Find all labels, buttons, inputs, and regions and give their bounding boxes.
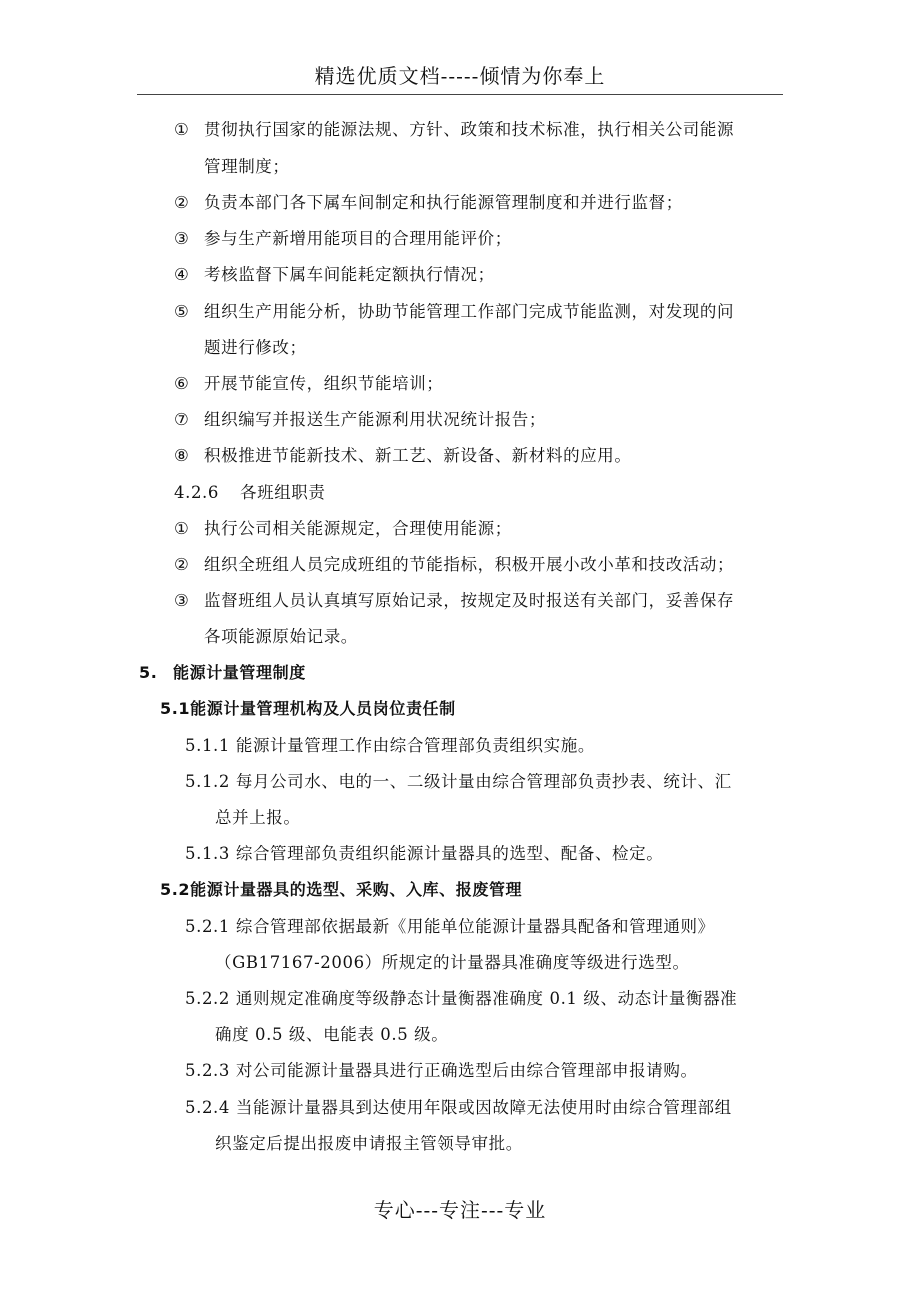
- list-item-text: 组织编写并报送生产能源利用状况统计报告；: [204, 410, 546, 429]
- list-item-text: 积极推进节能新技术、新工艺、新设备、新材料的应用。: [204, 446, 632, 465]
- list-item-number: ⑦: [174, 410, 190, 429]
- list-item-text: 组织生产用能分析，协助节能管理工作部门完成节能监测，对发现的问: [204, 302, 735, 321]
- clause-text: 每月公司水、电的一、二级计量由综合管理部负责抄表、统计、汇: [235, 772, 732, 791]
- list-item-continuation: 管理制度；: [204, 157, 290, 176]
- clause-item: [185, 734, 595, 758]
- list-item-text: 开展节能宣传，组织节能培训；: [204, 374, 444, 393]
- header-divider: [137, 94, 783, 95]
- list-item-text: 贯彻执行国家的能源法规、方针、政策和技术标准，执行相关公司能源: [204, 120, 735, 139]
- list-item-continuation: 题进行修改；: [204, 338, 307, 357]
- clause-continuation: 总并上报。: [215, 808, 301, 827]
- list-item: [174, 118, 734, 142]
- list-item-number: ⑧: [174, 446, 190, 465]
- list-item: [174, 444, 632, 468]
- section-heading: 5.2能源计量器具的选型、采购、入库、报废管理: [160, 880, 523, 899]
- clause-text: 当能源计量器具到达使用年限或因故障无法使用时由综合管理部组: [235, 1098, 732, 1117]
- clause-item: [185, 842, 663, 866]
- list-item-text: 监督班组人员认真填写原始记录，按规定及时报送有关部门，妥善保存: [204, 591, 735, 610]
- list-item-number: ⑥: [174, 374, 190, 393]
- clause-number: 5.1.1: [185, 736, 230, 755]
- clause-number: 5.2.4: [185, 1098, 230, 1117]
- list-item-number: ③: [174, 229, 190, 248]
- list-item-continuation: 各项能源原始记录。: [204, 627, 358, 646]
- clause-number: 5.1.3: [185, 844, 230, 863]
- list-item-number: ②: [174, 193, 190, 212]
- list-item-text: 考核监督下属车间能耗定额执行情况；: [204, 265, 495, 284]
- clause-text: 能源计量管理工作由综合管理部负责组织实施。: [235, 736, 595, 755]
- clause-text: 综合管理部负责组织能源计量器具的选型、配备、检定。: [235, 844, 664, 863]
- chapter-heading: [139, 661, 306, 685]
- page-header: 精选优质文档-----倾情为你奉上: [314, 64, 606, 88]
- list-item: [174, 191, 683, 215]
- chapter-number: 5.: [139, 663, 158, 682]
- clause-number: 5.1.2: [185, 772, 230, 791]
- list-item: [174, 300, 734, 324]
- clause-text: 综合管理部依据最新《用能单位能源计量器具配备和管理通则》: [235, 917, 715, 936]
- clause-continuation: 确度 0.5 级、电能表 0.5 级。: [215, 1025, 449, 1044]
- clause-continuation: 织鉴定后提出报废申请报主管领导审批。: [215, 1134, 523, 1153]
- list-item: [174, 372, 443, 396]
- clause-item: [185, 1096, 732, 1120]
- list-item-number: ④: [174, 265, 190, 284]
- clause-number: 5.2.1: [185, 917, 230, 936]
- list-item-number: ②: [174, 555, 190, 574]
- subsection-heading: [174, 481, 326, 505]
- subsection-title: 各班组职责: [240, 483, 326, 502]
- list-item-text: 负责本部门各下属车间制定和执行能源管理制度和并进行监督；: [204, 193, 683, 212]
- list-item-text: 执行公司相关能源规定，合理使用能源；: [204, 519, 512, 538]
- list-item: [174, 227, 512, 251]
- clause-continuation: （GB17167-2006）所规定的计量器具准确度等级进行选型。: [215, 953, 690, 972]
- clause-item: [185, 915, 715, 939]
- page-footer: 专心---专注---专业: [373, 1198, 547, 1222]
- list-item: [174, 408, 546, 432]
- list-item: [174, 263, 495, 287]
- list-item-number: ⑤: [174, 302, 190, 321]
- clause-item: [185, 770, 732, 794]
- list-item-number: ①: [174, 120, 190, 139]
- clause-item: [185, 1059, 698, 1083]
- subsection-number: 4.2.6: [174, 483, 219, 502]
- list-item: [174, 553, 734, 577]
- list-item-text: 组织全班组人员完成班组的节能指标，积极开展小改小革和技改活动；: [204, 555, 735, 574]
- clause-text: 通则规定准确度等级静态计量衡器准确度 0.1 级、动态计量衡器准: [235, 989, 738, 1008]
- clause-text: 对公司能源计量器具进行正确选型后由综合管理部申报请购。: [235, 1061, 698, 1080]
- list-item: [174, 589, 734, 613]
- list-item-number: ③: [174, 591, 190, 610]
- list-item: [174, 517, 512, 541]
- list-item-text: 参与生产新增用能项目的合理用能评价；: [204, 229, 512, 248]
- section-heading: 5.1能源计量管理机构及人员岗位责任制: [160, 699, 456, 718]
- clause-number: 5.2.3: [185, 1061, 230, 1080]
- clause-item: [185, 987, 737, 1011]
- chapter-title: 能源计量管理制度: [173, 663, 306, 682]
- list-item-number: ①: [174, 519, 190, 538]
- clause-number: 5.2.2: [185, 989, 230, 1008]
